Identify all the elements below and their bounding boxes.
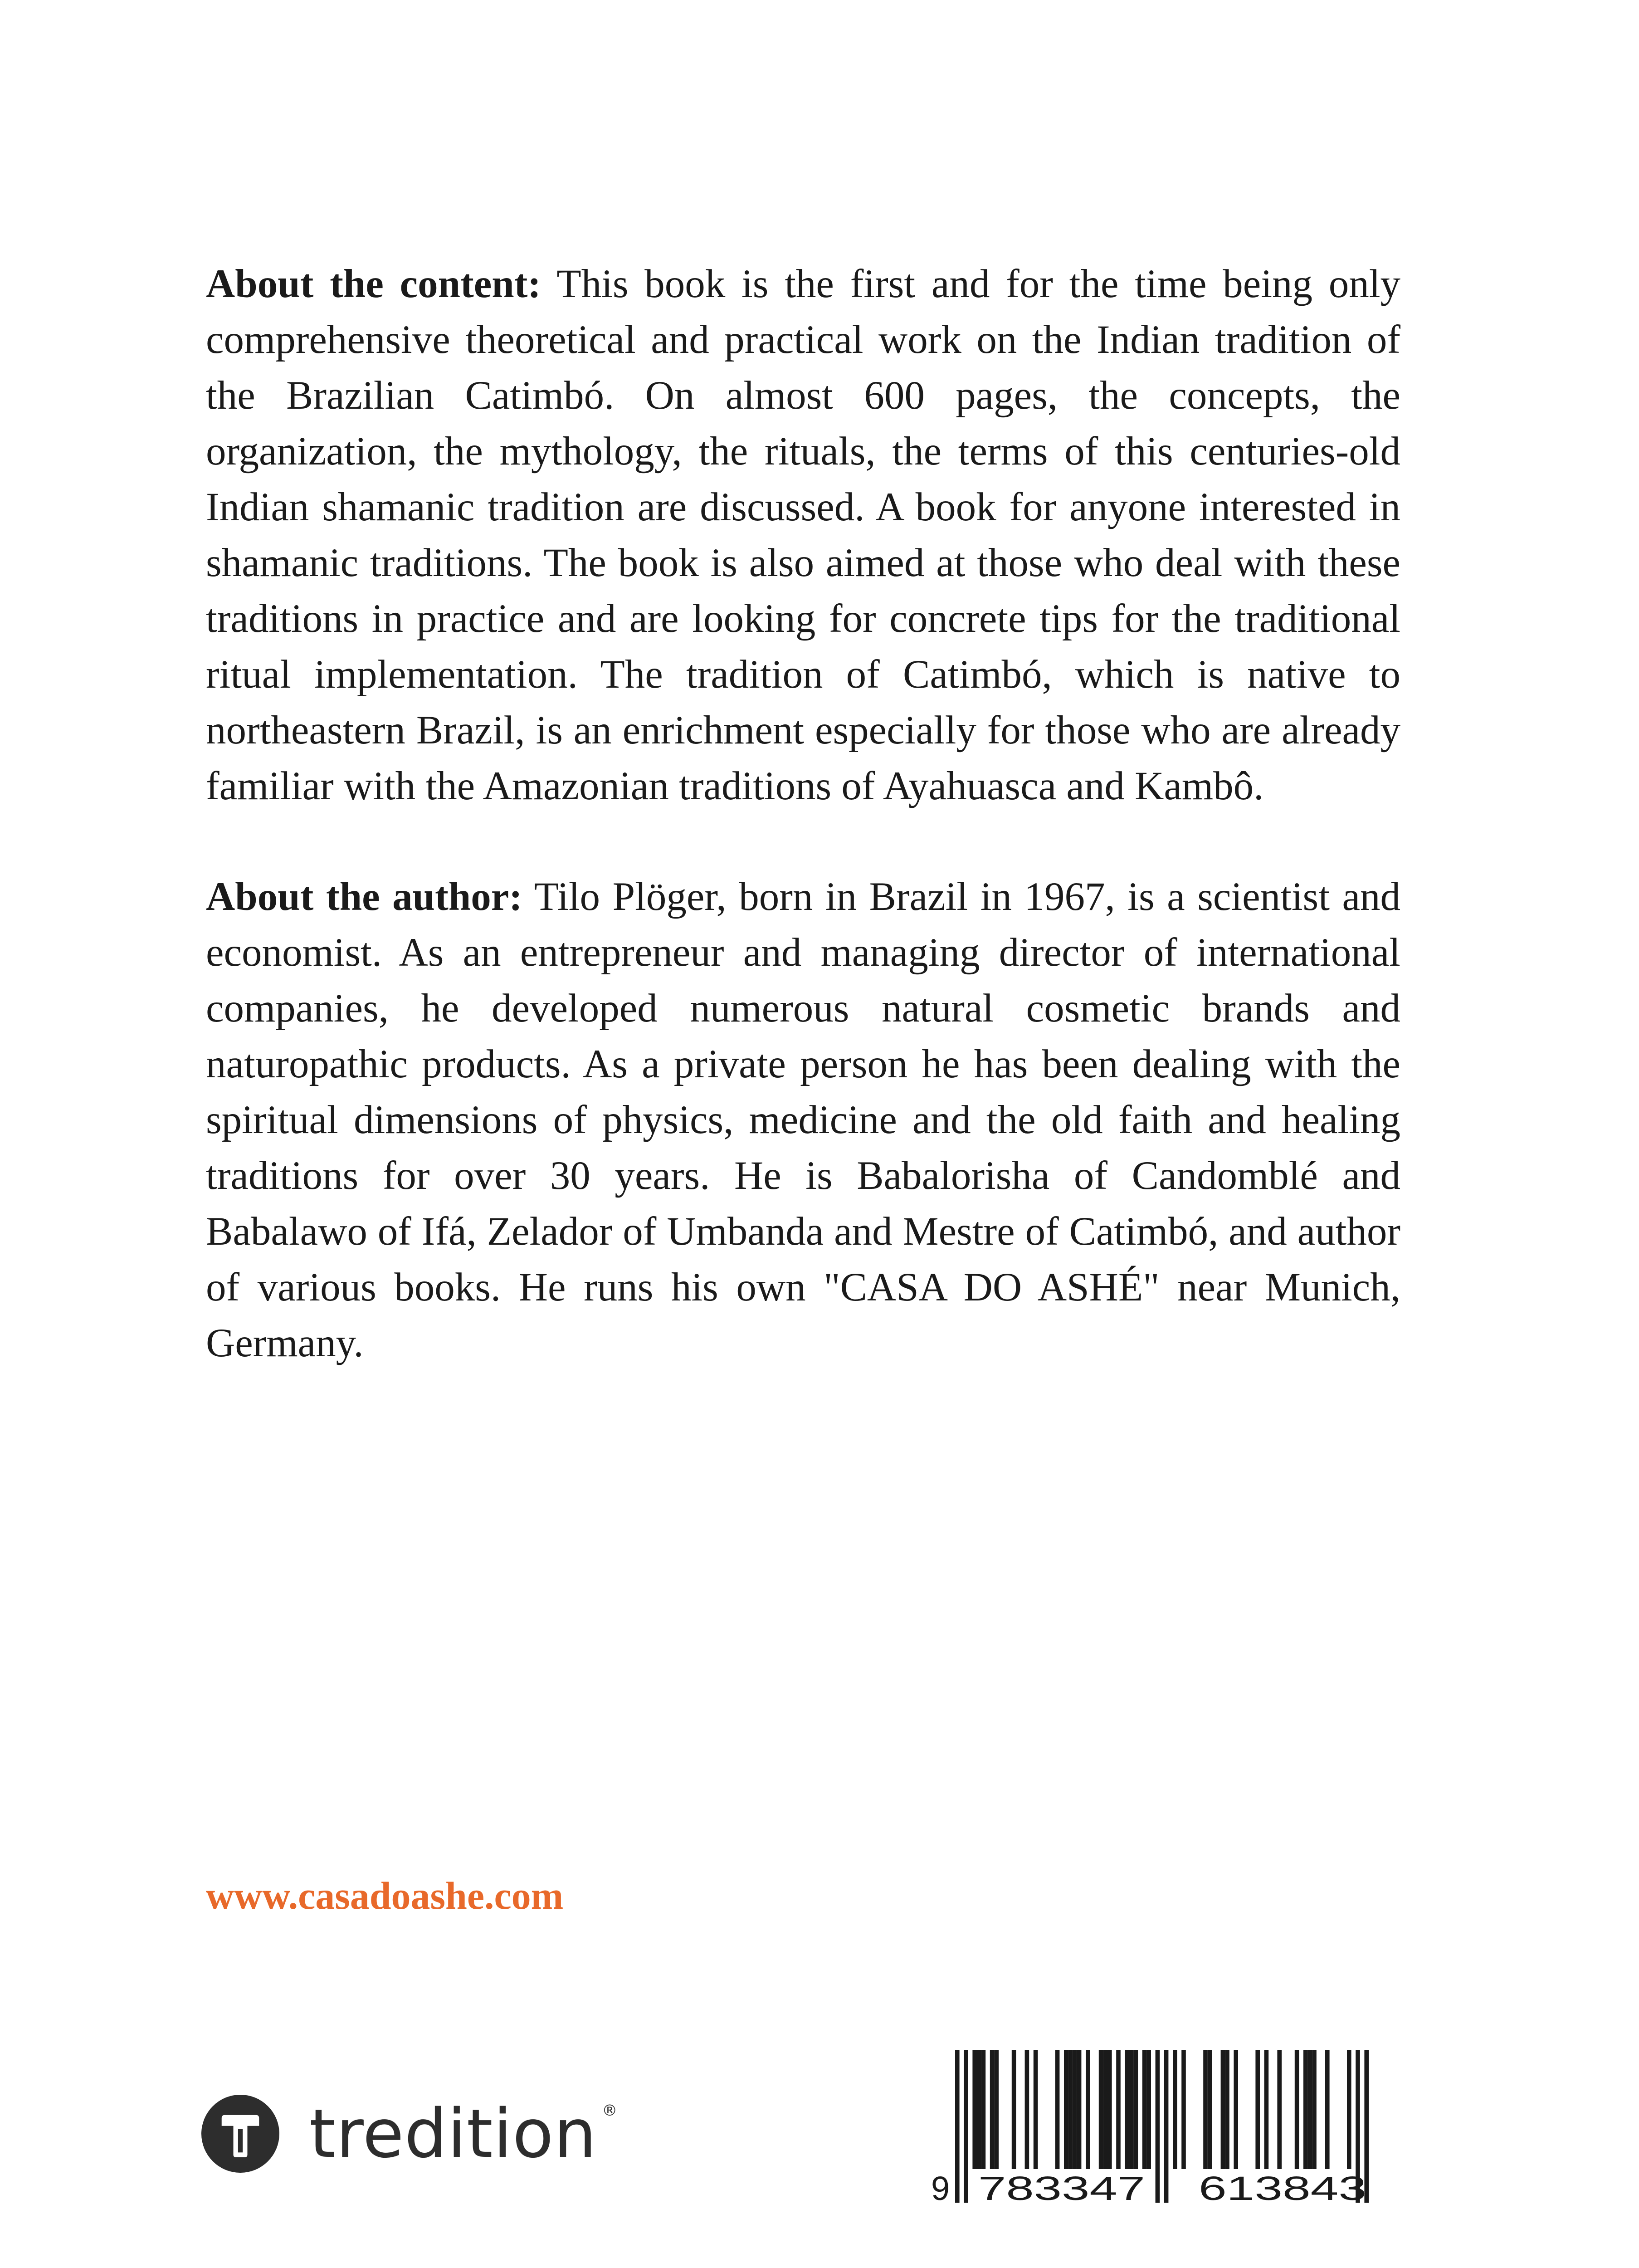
barcode-bar (1221, 2050, 1225, 2169)
barcode-bar (1347, 2050, 1351, 2169)
barcode-bar (1034, 2050, 1038, 2169)
about-content-paragraph (206, 256, 1400, 814)
barcode-bar (1312, 2050, 1317, 2169)
barcode-right-digits: 613843 (1199, 2170, 1366, 2203)
barcode-bar (1125, 2050, 1129, 2169)
barcode-bar (1303, 2050, 1308, 2169)
about-author-paragraph (206, 869, 1400, 1371)
barcode-bar (1203, 2050, 1208, 2169)
barcode-left-digits: 783347 (978, 2170, 1145, 2203)
barcode-bar (1181, 2050, 1186, 2169)
barcode-prefix-digit: 9 (931, 2170, 950, 2203)
about-content-text: This book is the first and for the time being only comprehensive theoretical and practical work on the Indian tradition of the Brazilian Catimbó. On almost 600 pages, the concepts, the organization, the mythology, the rituals, the terms of this centuries-old Indian shamanic tradition are discussed. A book for anyone interested in shamanic traditions. The book is also aimed at those who deal with these traditions in practice and are looking for concrete tips for the traditional ritual implementation. The tradition of Catimbó, which is native to northeastern Brazil, is an enrichment especially for those who are already familiar with the Amazonian traditions of Ayahuasca and Kambô. (206, 262, 1400, 808)
barcode-bar (1264, 2050, 1269, 2169)
publisher-name-text: tredition (309, 2095, 597, 2173)
barcode-guard-bar (1164, 2050, 1169, 2203)
barcode-bar (1086, 2050, 1090, 2169)
barcode-bar (1234, 2050, 1238, 2169)
barcode-bar (1012, 2050, 1016, 2169)
barcode-bar (1116, 2050, 1121, 2169)
barcode-bar (1073, 2050, 1077, 2169)
website-link[interactable]: www.casadoashe.com (206, 1874, 564, 1917)
barcode-bar (981, 2050, 986, 2169)
barcode-bar (1103, 2050, 1107, 2169)
barcode-bar (1077, 2050, 1082, 2169)
barcode-bar (972, 2050, 977, 2169)
registered-mark: ® (602, 2102, 618, 2120)
barcode-bar (1064, 2050, 1068, 2169)
publisher-logo (201, 2095, 618, 2173)
barcode-bar (1308, 2050, 1312, 2169)
barcode-bar (1277, 2050, 1282, 2169)
barcode-bar (1068, 2050, 1073, 2169)
barcode-bar (1099, 2050, 1103, 2169)
barcode-bar (1325, 2050, 1330, 2169)
barcode-bar (1129, 2050, 1134, 2169)
barcode-bar (1255, 2050, 1260, 2169)
barcode-bar (1208, 2050, 1212, 2169)
barcode-bar (1146, 2050, 1151, 2169)
barcode-bar (1173, 2050, 1177, 2169)
barcode-guard-bar (955, 2050, 960, 2203)
barcode-bar (1134, 2050, 1138, 2169)
barcode-bar (1225, 2050, 1229, 2169)
barcode-bar (994, 2050, 999, 2169)
barcode-guard-bar (964, 2050, 968, 2203)
barcode-graphic (931, 2050, 1387, 2203)
tredition-logo-icon (201, 2095, 279, 2173)
isbn-barcode (931, 2050, 1387, 2203)
about-author-heading: About the author: (206, 875, 522, 919)
barcode-bar (1055, 2050, 1060, 2169)
barcode-bar (1107, 2050, 1112, 2169)
barcode-bar (1295, 2050, 1299, 2169)
barcode-bar (1025, 2050, 1029, 2169)
barcode-bar (977, 2050, 981, 2169)
publisher-name (309, 2095, 618, 2173)
barcode-bar (1142, 2050, 1147, 2169)
about-content-heading: About the content: (206, 262, 541, 306)
barcode-guard-bar (1156, 2050, 1160, 2203)
about-author-text: Tilo Plöger, born in Brazil in 1967, is a scientist and economist. As an entrepreneur and managing director of international companies, he developed numerous natural cosmetic brands and naturopathic products. As a private person he has been dealing with the spiritual dimensions of physics, medicine and the old faith and healing traditions for over 30 years. He is Babalorisha of Candomblé and Babalawo of Ifá, Zelador of Umbanda and Mestre of Catimbó, and author of various books. He runs his own "CASA DO ASHÉ" near Munich, Germany. (206, 875, 1400, 1365)
barcode-bar (990, 2050, 995, 2169)
